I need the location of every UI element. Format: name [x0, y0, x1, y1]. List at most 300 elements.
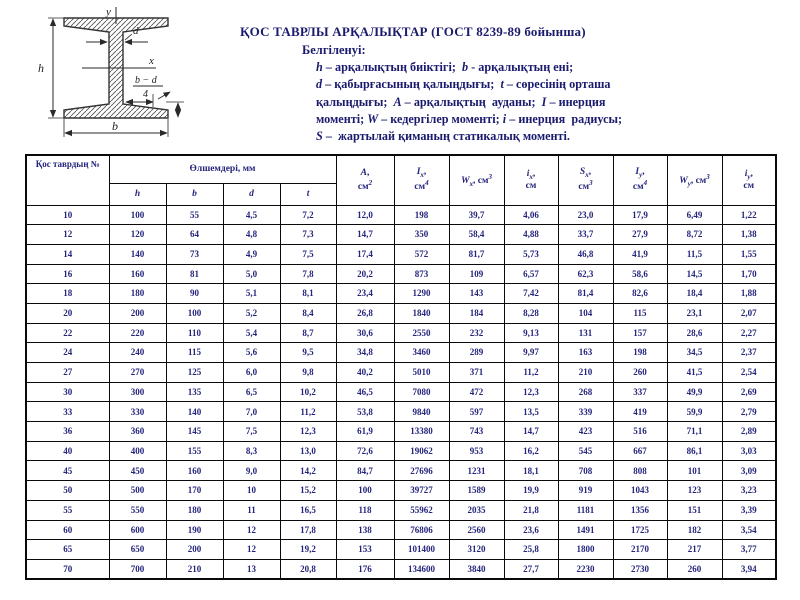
table-cell: 71,1 [667, 422, 722, 442]
header-superscript: 4 [643, 179, 648, 188]
table-cell: 49,9 [667, 382, 722, 402]
table-cell: 1,88 [722, 284, 776, 304]
table-cell: 2035 [449, 500, 504, 520]
table-cell: 73 [166, 244, 223, 264]
table-cell: 11 [223, 500, 280, 520]
table-cell: 667 [613, 441, 667, 461]
table-row [26, 441, 776, 461]
table-cell: 14,2 [280, 461, 336, 481]
table-cell: 163 [558, 343, 613, 363]
table-cell: 104 [558, 303, 613, 323]
header-symbol: W [679, 175, 688, 186]
cell-beam-number: 20 [26, 303, 109, 323]
table-cell: 125 [166, 363, 223, 383]
table-cell: 151 [667, 500, 722, 520]
table-cell: 1356 [613, 500, 667, 520]
table-cell: 9,97 [504, 343, 558, 363]
table-cell: 200 [166, 540, 223, 560]
col-header-dim-h: h [109, 183, 166, 205]
table-cell: 210 [166, 559, 223, 579]
legend-text: – арқалықтың биіктігі; [322, 60, 462, 74]
col-header-dim-d: d [223, 183, 280, 205]
title-block [240, 24, 788, 146]
table-cell: 20,2 [336, 264, 394, 284]
cell-beam-number: 70 [26, 559, 109, 579]
table-cell: 135 [166, 382, 223, 402]
table-cell: 81 [166, 264, 223, 284]
table-cell: 53,8 [336, 402, 394, 422]
table-cell: 19062 [394, 441, 449, 461]
table-cell: 11,2 [504, 363, 558, 383]
table-cell: 13380 [394, 422, 449, 442]
table-cell: 7,0 [223, 402, 280, 422]
table-cell: 182 [667, 520, 722, 540]
header-symbol: S [579, 167, 586, 178]
legend-line [316, 76, 788, 93]
table-cell: 58,6 [613, 264, 667, 284]
table-row [26, 559, 776, 579]
table-cell: 138 [336, 520, 394, 540]
table-cell: 11,5 [667, 244, 722, 264]
table-cell: 360 [109, 422, 166, 442]
table-cell: 240 [109, 343, 166, 363]
cell-beam-number: 12 [26, 225, 109, 245]
table-row [26, 402, 776, 422]
table-cell: 8,7 [280, 323, 336, 343]
table-cell: 33,7 [558, 225, 613, 245]
table-cell: 400 [109, 441, 166, 461]
ibeam-diagram-svg [26, 6, 231, 154]
table-cell: 7,8 [280, 264, 336, 284]
header-superscript: 3 [488, 172, 492, 181]
col-header-dimensions-group: Өлшемдері, мм [109, 155, 336, 183]
table-cell: 4,9 [223, 244, 280, 264]
table-cell: 4,06 [504, 205, 558, 225]
table-cell: 55962 [394, 500, 449, 520]
table-cell: 8,28 [504, 303, 558, 323]
fraction-numerator: b − d [135, 75, 157, 86]
cell-beam-number: 33 [26, 402, 109, 422]
table-cell: 34,8 [336, 343, 394, 363]
table-cell: 86,1 [667, 441, 722, 461]
cell-beam-number: 18 [26, 284, 109, 304]
table-cell: 3,54 [722, 520, 776, 540]
table-cell: 59,9 [667, 402, 722, 422]
table-cell: 55 [166, 205, 223, 225]
table-cell: 27696 [394, 461, 449, 481]
table-cell: 2730 [613, 559, 667, 579]
legend-text: – кедергілер моменті; [378, 111, 503, 126]
table-cell: 10,2 [280, 382, 336, 402]
header-symbol: i [744, 168, 748, 179]
col-header-Wy: $W_y$, $см^3$ [667, 155, 722, 205]
table-cell: 3460 [394, 343, 449, 363]
table-cell: 1,38 [722, 225, 776, 245]
table-cell: 423 [558, 422, 613, 442]
table-cell: 190 [166, 520, 223, 540]
table-cell: 16,2 [504, 441, 558, 461]
table-cell: 8,3 [223, 441, 280, 461]
table-cell: 500 [109, 481, 166, 501]
header-subscript: x [469, 179, 474, 188]
table-cell: 2,07 [722, 303, 776, 323]
table-cell: 18,4 [667, 284, 722, 304]
table-cell: 81,4 [558, 284, 613, 304]
table-cell: 6,0 [223, 363, 280, 383]
table-cell: 46,5 [336, 382, 394, 402]
table-cell: 1,55 [722, 244, 776, 264]
table-cell: 17,8 [280, 520, 336, 540]
table-cell: 123 [667, 481, 722, 501]
table-cell: 115 [613, 303, 667, 323]
col-header-dim-b: b [166, 183, 223, 205]
table-cell: 5,0 [223, 264, 280, 284]
table-cell: 76806 [394, 520, 449, 540]
table-cell: 516 [613, 422, 667, 442]
col-header-ix: $i_x$, см [504, 155, 558, 205]
table-cell: 176 [336, 559, 394, 579]
table-cell: 28,6 [667, 323, 722, 343]
cell-beam-number: 36 [26, 422, 109, 442]
col-header-Ix: $I_x$, $см^4$ [394, 155, 449, 205]
cell-beam-number: 50 [26, 481, 109, 501]
cell-beam-number: 30 [26, 382, 109, 402]
table-cell: 14,7 [504, 422, 558, 442]
table-cell: 27,7 [504, 559, 558, 579]
table-cell: 2560 [449, 520, 504, 540]
table-cell: 110 [166, 323, 223, 343]
table-cell: 134600 [394, 559, 449, 579]
table-cell: 13 [223, 559, 280, 579]
designation-label: Белгіленуі: [302, 43, 366, 57]
beam-spec-table-wrapper [25, 154, 777, 580]
table-cell: 650 [109, 540, 166, 560]
table-cell: 1043 [613, 481, 667, 501]
table-cell: 46,8 [558, 244, 613, 264]
legend-symbol: d [316, 77, 323, 92]
dim-d-label: d [133, 25, 139, 37]
table-cell: 1181 [558, 500, 613, 520]
table-cell: 62,3 [558, 264, 613, 284]
table-cell: 550 [109, 500, 166, 520]
table-cell: 17,4 [336, 244, 394, 264]
table-cell: 100 [109, 205, 166, 225]
table-cell: 160 [109, 264, 166, 284]
header-subscript: y [747, 172, 751, 181]
table-cell: 1800 [558, 540, 613, 560]
table-cell: 5,73 [504, 244, 558, 264]
table-row [26, 264, 776, 284]
table-cell: 143 [449, 284, 504, 304]
header-subscript: x [529, 172, 533, 181]
table-cell: 13,0 [280, 441, 336, 461]
table-cell: 198 [394, 205, 449, 225]
table-cell: 118 [336, 500, 394, 520]
legend-text: – инерция [546, 94, 606, 109]
table-cell: 953 [449, 441, 504, 461]
table-cell: 12,3 [504, 382, 558, 402]
table-cell: 1231 [449, 461, 504, 481]
table-cell: 2230 [558, 559, 613, 579]
cell-beam-number: 55 [26, 500, 109, 520]
table-row [26, 363, 776, 383]
table-cell: 34,5 [667, 343, 722, 363]
legend-symbol: h [316, 60, 323, 74]
table-cell: 2,69 [722, 382, 776, 402]
table-cell: 339 [558, 402, 613, 422]
header-subscript: x [585, 171, 589, 180]
table-cell: 26,8 [336, 303, 394, 323]
table-cell: 3,39 [722, 500, 776, 520]
table-cell: 3,09 [722, 461, 776, 481]
table-cell: 17,9 [613, 205, 667, 225]
table-cell: 597 [449, 402, 504, 422]
header-subscript: y [687, 179, 691, 188]
table-cell: 8,72 [667, 225, 722, 245]
table-row [26, 422, 776, 442]
table-cell: 371 [449, 363, 504, 383]
table-cell: 472 [449, 382, 504, 402]
table-cell: 220 [109, 323, 166, 343]
table-cell: 1491 [558, 520, 613, 540]
table-cell: 600 [109, 520, 166, 540]
table-row [26, 343, 776, 363]
table-cell: 21,8 [504, 500, 558, 520]
table-cell: 41,9 [613, 244, 667, 264]
table-cell: 9,8 [280, 363, 336, 383]
table-cell: 23,6 [504, 520, 558, 540]
table-cell: 210 [558, 363, 613, 383]
dim-d-leader [125, 34, 132, 40]
table-cell: 23,1 [667, 303, 722, 323]
table-cell: 131 [558, 323, 613, 343]
cell-beam-number: 60 [26, 520, 109, 540]
header-symbol: A [360, 167, 367, 178]
table-cell: 217 [667, 540, 722, 560]
dim-b-label: b [112, 119, 118, 133]
table-cell: 81,7 [449, 244, 504, 264]
cell-beam-number: 10 [26, 205, 109, 225]
table-cell: 1,22 [722, 205, 776, 225]
table-cell: 155 [166, 441, 223, 461]
table-cell: 419 [613, 402, 667, 422]
table-cell: 4,88 [504, 225, 558, 245]
table-cell: 1290 [394, 284, 449, 304]
page-title: ҚОС ТАВРЛЫ АРҚАЛЫҚТАР (ГОСТ 8239-89 бойынша) [240, 24, 586, 39]
header-superscript: 3 [706, 172, 710, 181]
axis-y-label: y [106, 6, 111, 18]
table-cell: 11,2 [280, 402, 336, 422]
header-symbol: I [635, 167, 640, 178]
table-cell: 140 [166, 402, 223, 422]
table-cell: 82,6 [613, 284, 667, 304]
table-cell: 14,5 [667, 264, 722, 284]
legend-line [316, 59, 788, 76]
table-cell: 3,77 [722, 540, 776, 560]
table-cell: 39727 [394, 481, 449, 501]
table-cell: 450 [109, 461, 166, 481]
header-subscript: x [420, 171, 424, 180]
table-cell: 40,2 [336, 363, 394, 383]
table-cell: 180 [109, 284, 166, 304]
legend-line [316, 111, 788, 128]
table-cell: 7080 [394, 382, 449, 402]
table-cell: 743 [449, 422, 504, 442]
cell-beam-number: 27 [26, 363, 109, 383]
table-row [26, 540, 776, 560]
table-cell: 20,8 [280, 559, 336, 579]
table-cell: 12 [223, 520, 280, 540]
table-cell: 6,5 [223, 382, 280, 402]
table-cell: 30,6 [336, 323, 394, 343]
table-cell: 15,2 [280, 481, 336, 501]
legend-text: моменті; [316, 111, 368, 126]
table-cell: 545 [558, 441, 613, 461]
header-row-1 [26, 155, 776, 183]
col-header-dim-t: t [280, 183, 336, 205]
table-cell: 19,2 [280, 540, 336, 560]
table-cell: 5,1 [223, 284, 280, 304]
table-cell: 708 [558, 461, 613, 481]
col-header-A: A, $см^2$ [336, 155, 394, 205]
table-cell: 180 [166, 500, 223, 520]
header-symbol: W [461, 175, 470, 186]
table-cell: 2170 [613, 540, 667, 560]
legend-symbol: t [500, 77, 504, 92]
header-subscript: y [639, 171, 643, 180]
table-cell: 350 [394, 225, 449, 245]
table-row [26, 303, 776, 323]
table-cell: 5010 [394, 363, 449, 383]
table-cell: 3,23 [722, 481, 776, 501]
table-row [26, 205, 776, 225]
table-cell: 232 [449, 323, 504, 343]
table-cell: 3120 [449, 540, 504, 560]
table-cell: 41,5 [667, 363, 722, 383]
legend-text: – сөресінің орташа [503, 77, 611, 92]
legend-text: – инерция радиусы; [506, 111, 623, 126]
table-cell: 7,3 [280, 225, 336, 245]
dim-h-label: h [38, 61, 44, 75]
table-cell: 808 [613, 461, 667, 481]
table-cell: 4,5 [223, 205, 280, 225]
table-cell: 184 [449, 303, 504, 323]
legend-line [316, 128, 788, 145]
table-cell: 115 [166, 343, 223, 363]
table-cell: 330 [109, 402, 166, 422]
legend-symbol: W [367, 111, 379, 126]
table-cell: 61,9 [336, 422, 394, 442]
table-cell: 7,2 [280, 205, 336, 225]
table-cell: 337 [613, 382, 667, 402]
table-cell: 9,0 [223, 461, 280, 481]
table-cell: 153 [336, 540, 394, 560]
table-cell: 2,27 [722, 323, 776, 343]
cell-beam-number: 14 [26, 244, 109, 264]
table-cell: 4,8 [223, 225, 280, 245]
table-cell: 90 [166, 284, 223, 304]
table-cell: 14,7 [336, 225, 394, 245]
table-cell: 16,5 [280, 500, 336, 520]
table-cell: 5,6 [223, 343, 280, 363]
table-cell: 27,9 [613, 225, 667, 245]
table-cell: 8,4 [280, 303, 336, 323]
table-row [26, 323, 776, 343]
legend-text: қалыңдығы; [316, 94, 394, 109]
table-cell: 200 [109, 303, 166, 323]
table-cell: 8,1 [280, 284, 336, 304]
table-header [26, 155, 776, 205]
legend-symbol: i [502, 111, 507, 126]
table-cell: 23,0 [558, 205, 613, 225]
table-row [26, 244, 776, 264]
table-cell: 3840 [449, 559, 504, 579]
legend-text: - арқалықтың ені; [468, 60, 574, 74]
table-cell: 145 [166, 422, 223, 442]
cell-beam-number: 65 [26, 540, 109, 560]
table-cell: 198 [613, 343, 667, 363]
table-cell: 270 [109, 363, 166, 383]
table-cell: 7,42 [504, 284, 558, 304]
cell-beam-number: 22 [26, 323, 109, 343]
table-cell: 1589 [449, 481, 504, 501]
table-row [26, 481, 776, 501]
legend [240, 59, 788, 146]
fraction-denominator: 4 [143, 89, 148, 100]
table-cell: 572 [394, 244, 449, 264]
table-cell: 3,03 [722, 441, 776, 461]
table-row [26, 500, 776, 520]
table-cell: 6,49 [667, 205, 722, 225]
table-cell: 919 [558, 481, 613, 501]
legend-symbol: b [461, 60, 469, 74]
table-cell: 5,2 [223, 303, 280, 323]
table-cell: 100 [166, 303, 223, 323]
table-cell: 13,5 [504, 402, 558, 422]
col-header-iy: $i_y$, см [722, 155, 776, 205]
table-cell: 84,7 [336, 461, 394, 481]
table-cell: 7,5 [280, 244, 336, 264]
cell-beam-number: 16 [26, 264, 109, 284]
legend-text: – жартылай қиманың статикалық моменті. [322, 129, 570, 144]
table-cell: 100 [336, 481, 394, 501]
table-cell: 101 [667, 461, 722, 481]
legend-symbol: A [393, 94, 402, 109]
table-cell: 160 [166, 461, 223, 481]
table-cell: 7,5 [223, 422, 280, 442]
table-cell: 300 [109, 382, 166, 402]
table-cell: 2,37 [722, 343, 776, 363]
table-cell: 39,7 [449, 205, 504, 225]
cell-beam-number: 40 [26, 441, 109, 461]
table-cell: 2550 [394, 323, 449, 343]
legend-symbol: I [541, 94, 547, 109]
table-cell: 72,6 [336, 441, 394, 461]
header-symbol: I [416, 167, 421, 178]
table-cell: 1840 [394, 303, 449, 323]
table-cell: 10 [223, 481, 280, 501]
table-cell: 25,8 [504, 540, 558, 560]
table-cell: 157 [613, 323, 667, 343]
header-superscript: 4 [425, 179, 429, 188]
table-cell: 1725 [613, 520, 667, 540]
legend-text: – арқалықтың ауданы; [401, 94, 542, 109]
legend-symbol: S [316, 129, 323, 144]
col-header-Iy: $I_y$, $см^4$ [613, 155, 667, 205]
table-row [26, 284, 776, 304]
header-symbol: i [526, 168, 530, 179]
table-cell: 2,89 [722, 422, 776, 442]
